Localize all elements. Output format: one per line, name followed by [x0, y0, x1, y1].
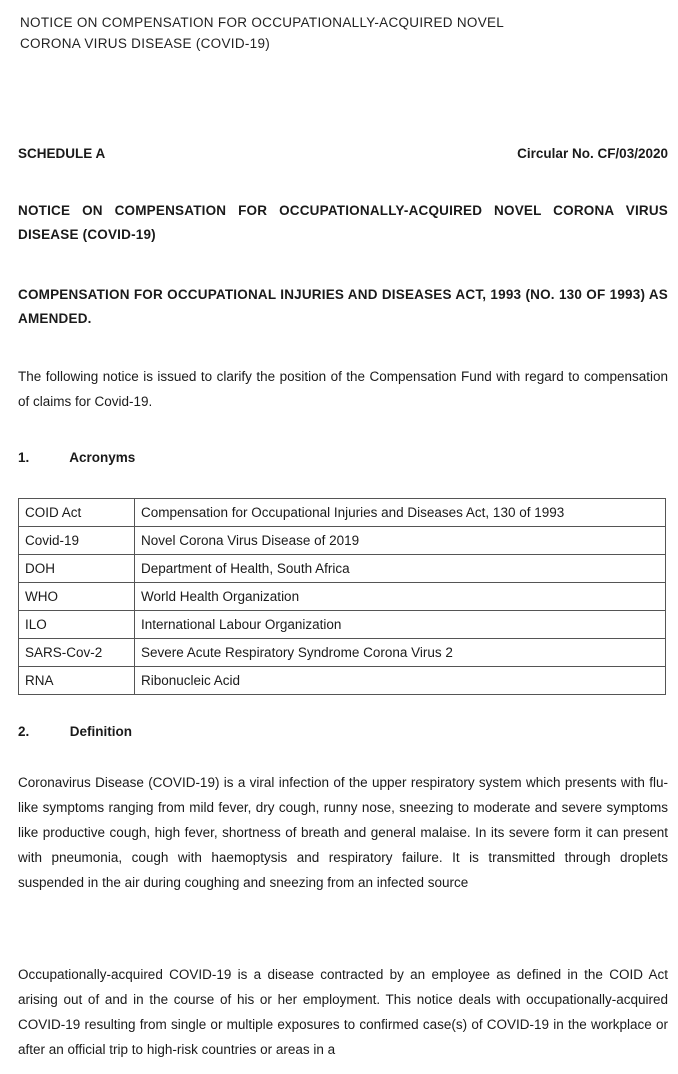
table-row	[19, 527, 666, 555]
section-title: Definition	[69, 724, 133, 739]
acronym-definition-cell: World Health Organization	[135, 583, 666, 611]
acronym-cell: Covid-19	[19, 527, 135, 555]
table-row	[19, 555, 666, 583]
acronym-definition-cell: International Labour Organization	[135, 611, 666, 639]
acronym-cell: ILO	[19, 611, 135, 639]
section-title: Acronyms	[69, 450, 136, 465]
circular-number: Circular No. CF/03/2020	[517, 146, 668, 161]
running-header-line-2: CORONA VIRUS DISEASE (COVID-19)	[20, 36, 271, 51]
acronym-definition-cell: Compensation for Occupational Injuries and Diseases Act, 130 of 1993	[135, 499, 666, 527]
acronym-definition-cell: Department of Health, South Africa	[135, 555, 666, 583]
acronym-cell: RNA	[19, 667, 135, 695]
acronym-cell: COID Act	[19, 499, 135, 527]
acronym-definition-cell: Novel Corona Virus Disease of 2019	[135, 527, 666, 555]
section-number: 1.	[18, 450, 30, 465]
act-title: COMPENSATION FOR OCCUPATIONAL INJURIES AND DISEASES ACT, 1993 (NO. 130 OF 1993) AS AMENDED.	[18, 287, 668, 326]
definition-paragraph-2: Occupationally-acquired COVID-19 is a disease contracted by an employee as defined in the COID Act arising out of and in the course of his or her employment. This notice deals with occupationally-acquired COVID-19 resulting from single or multiple exposures to confirmed case(s) of COVID-19 in the workplace or after an official trip to high-risk countries or areas in a	[18, 967, 668, 1057]
section-heading-definition	[18, 724, 132, 739]
table-row	[19, 611, 666, 639]
table-row	[19, 499, 666, 527]
notice-title: NOTICE ON COMPENSATION FOR OCCUPATIONALLY-ACQUIRED NOVEL CORONA VIRUS DISEASE (COVID-19)	[18, 203, 668, 242]
table-row	[19, 583, 666, 611]
running-header	[20, 12, 660, 54]
schedule-row	[18, 146, 668, 161]
acronym-cell: WHO	[19, 583, 135, 611]
acronyms-table	[18, 498, 666, 695]
running-header-line-1: NOTICE ON COMPENSATION FOR OCCUPATIONALLY-ACQUIRED NOVEL	[20, 15, 505, 30]
table-row	[19, 667, 666, 695]
acronym-cell: SARS-Cov-2	[19, 639, 135, 667]
intro-paragraph: The following notice is issued to clarify the position of the Compensation Fund with regard to compensation of claims for Covid-19.	[18, 369, 668, 409]
table-row	[19, 639, 666, 667]
schedule-label: SCHEDULE A	[18, 146, 106, 161]
section-heading-acronyms	[18, 450, 135, 465]
definition-paragraph-1: Coronavirus Disease (COVID-19) is a viral infection of the upper respiratory system which presents with flu-like symptoms ranging from mild fever, dry cough, runny nose, sneezing to moderate and severe symptoms like productive cough, high fever, shortness of breath and general malaise. In its severe form it can present with pneumonia, cough with haemoptysis and respiratory failure. It is transmitted through droplets suspended in the air during coughing and sneezing from an infected source	[18, 775, 668, 890]
section-number: 2.	[18, 724, 30, 739]
acronym-cell: DOH	[19, 555, 135, 583]
acronym-definition-cell: Ribonucleic Acid	[135, 667, 666, 695]
acronym-definition-cell: Severe Acute Respiratory Syndrome Corona Virus 2	[135, 639, 666, 667]
